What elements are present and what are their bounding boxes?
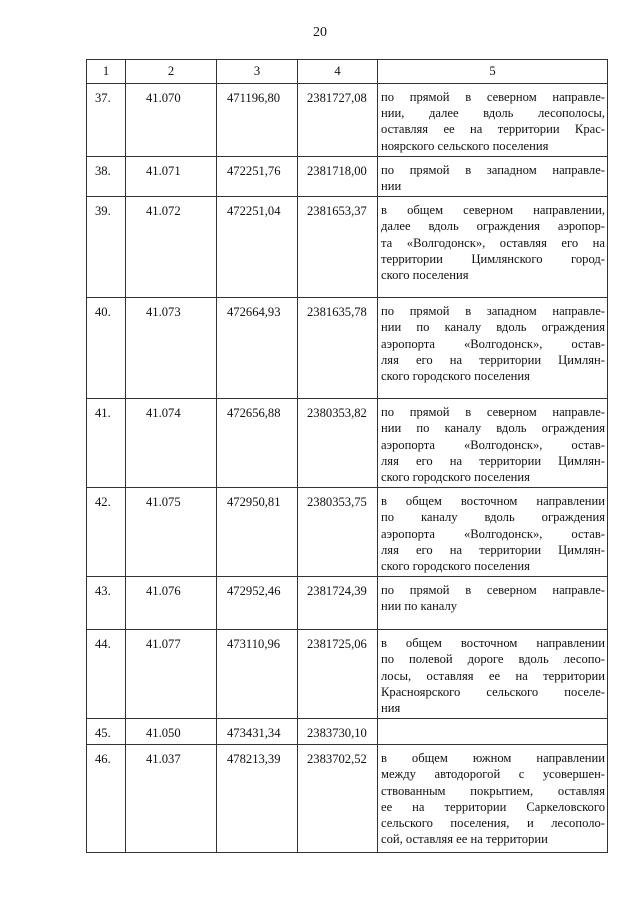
boundary-description — [378, 197, 608, 298]
column-header-4: 4 — [298, 60, 378, 84]
table-row — [87, 577, 608, 630]
column-header-3: 3 — [217, 60, 298, 84]
row-number: 46. — [87, 745, 126, 853]
coordinate-y: 2381727,08 — [298, 84, 378, 157]
coordinate-y: 2383702,52 — [298, 745, 378, 853]
table-row — [87, 197, 608, 298]
boundary-table — [86, 59, 608, 853]
description-line: по прямой в северном направле- — [381, 583, 605, 598]
coordinate-y: 2381653,37 — [298, 197, 378, 298]
table-row — [87, 488, 608, 577]
coordinate-y: 2380353,82 — [298, 399, 378, 488]
point-code: 41.071 — [126, 156, 217, 196]
boundary-description — [378, 399, 608, 488]
description-line: по прямой в западном направле- — [381, 304, 605, 319]
coordinate-x: 472251,76 — [217, 156, 298, 196]
coordinate-y: 2381718,00 — [298, 156, 378, 196]
description-line: далее вдоль ограждения аэропор- — [381, 219, 605, 234]
boundary-description — [378, 298, 608, 399]
coordinate-x: 473431,34 — [217, 719, 298, 745]
coordinate-x: 472664,93 — [217, 298, 298, 399]
description-line: ляя его на территории Цимлян- — [381, 352, 605, 367]
row-number: 37. — [87, 84, 126, 157]
point-code: 41.072 — [126, 197, 217, 298]
boundary-description — [378, 745, 608, 853]
point-code: 41.075 — [126, 488, 217, 577]
point-code: 41.070 — [126, 84, 217, 157]
description-line: ляя его на территории Цимлян- — [381, 542, 605, 557]
coordinate-y: 2381635,78 — [298, 298, 378, 399]
row-number: 45. — [87, 719, 126, 745]
point-code: 41.037 — [126, 745, 217, 853]
coordinate-x: 473110,96 — [217, 630, 298, 719]
point-code: 41.076 — [126, 577, 217, 630]
row-number: 41. — [87, 399, 126, 488]
description-line: по прямой в западном направле- — [381, 162, 605, 177]
column-header-5: 5 — [378, 60, 608, 84]
coordinate-y: 2383730,10 — [298, 719, 378, 745]
description-line: нии по каналу вдоль ограждения — [381, 421, 605, 436]
boundary-description — [378, 577, 608, 630]
description-line: нии по каналу — [381, 599, 458, 614]
row-number: 38. — [87, 156, 126, 196]
table-header-row — [87, 60, 608, 84]
table-body — [87, 60, 608, 853]
page-number: 20 — [313, 25, 327, 40]
description-line: Красноярского сельского поселе- — [381, 684, 605, 699]
row-number: 44. — [87, 630, 126, 719]
description-line: по прямой в северном направле- — [381, 90, 605, 104]
description-line: ского поселения — [381, 268, 469, 283]
coordinate-x: 472656,88 — [217, 399, 298, 488]
description-line: между автодорогой с усовершен- — [381, 767, 605, 782]
description-line: нии по каналу вдоль ограждения — [381, 320, 605, 335]
point-code: 41.077 — [126, 630, 217, 719]
row-number: 43. — [87, 577, 126, 630]
row-number: 39. — [87, 197, 126, 298]
description-line: в общем южном направлении — [381, 751, 605, 766]
description-line: ствованным покрытием, оставляя — [381, 783, 605, 798]
row-number: 42. — [87, 488, 126, 577]
description-line: по полевой дороге вдоль лесопо- — [381, 652, 605, 667]
description-line: по каналу вдоль ограждения — [381, 510, 605, 525]
description-line: ляя его на территории Цимлян- — [381, 453, 605, 468]
boundary-description — [378, 630, 608, 719]
coordinate-y: 2380353,75 — [298, 488, 378, 577]
row-number: 40. — [87, 298, 126, 399]
description-line: нии — [381, 179, 402, 194]
coordinate-y: 2381724,39 — [298, 577, 378, 630]
coordinate-x: 471196,80 — [217, 84, 298, 157]
description-line: нии, далее вдоль лесополосы, — [381, 106, 605, 121]
description-line: в общем восточном направлении — [381, 636, 605, 651]
description-line: оставляя ее на территории Крас- — [381, 122, 605, 137]
coordinate-y: 2381725,06 — [298, 630, 378, 719]
table-row — [87, 719, 608, 745]
description-line: аэропорта «Волгодонск», остав- — [381, 437, 605, 452]
table-row — [87, 399, 608, 488]
column-header-1: 1 — [87, 60, 126, 84]
description-line: ского городского поселения — [381, 470, 530, 485]
coordinate-x: 472251,04 — [217, 197, 298, 298]
description-line: ского городского поселения — [381, 369, 530, 384]
description-line: сой, оставляя ее на территории — [381, 832, 548, 847]
description-line: сельского поселения, и лесополо- — [381, 816, 605, 831]
coordinate-x: 472950,81 — [217, 488, 298, 577]
description-line: ноярского сельского поселения — [381, 138, 549, 153]
description-line: ее на территории Саркеловского — [381, 799, 605, 814]
table-row — [87, 630, 608, 719]
description-line: та «Волгодонск», оставляя его на — [381, 235, 605, 250]
description-line: территории Цимлянского город- — [381, 251, 605, 266]
boundary-description — [378, 719, 608, 745]
table-row — [87, 84, 608, 157]
description-line: ния — [381, 701, 401, 716]
column-header-2: 2 — [126, 60, 217, 84]
boundary-description — [378, 488, 608, 577]
description-line: лосы, оставляя ее на территории — [381, 668, 605, 683]
boundary-description — [378, 156, 608, 196]
table-row — [87, 156, 608, 196]
description-line: по прямой в северном направле- — [381, 405, 605, 420]
point-code: 41.050 — [126, 719, 217, 745]
coordinate-x: 478213,39 — [217, 745, 298, 853]
point-code: 41.073 — [126, 298, 217, 399]
description-line: аэропорта «Волгодонск», остав- — [381, 526, 605, 541]
coordinate-x: 472952,46 — [217, 577, 298, 630]
description-line: ского городского поселения — [381, 559, 530, 574]
description-line: в общем восточном направлении — [381, 494, 605, 509]
point-code: 41.074 — [126, 399, 217, 488]
description-line: в общем северном направлении, — [381, 203, 605, 218]
table-row — [87, 745, 608, 853]
description-line: аэропорта «Волгодонск», остав- — [381, 336, 605, 351]
boundary-description — [378, 84, 608, 157]
table-row — [87, 298, 608, 399]
